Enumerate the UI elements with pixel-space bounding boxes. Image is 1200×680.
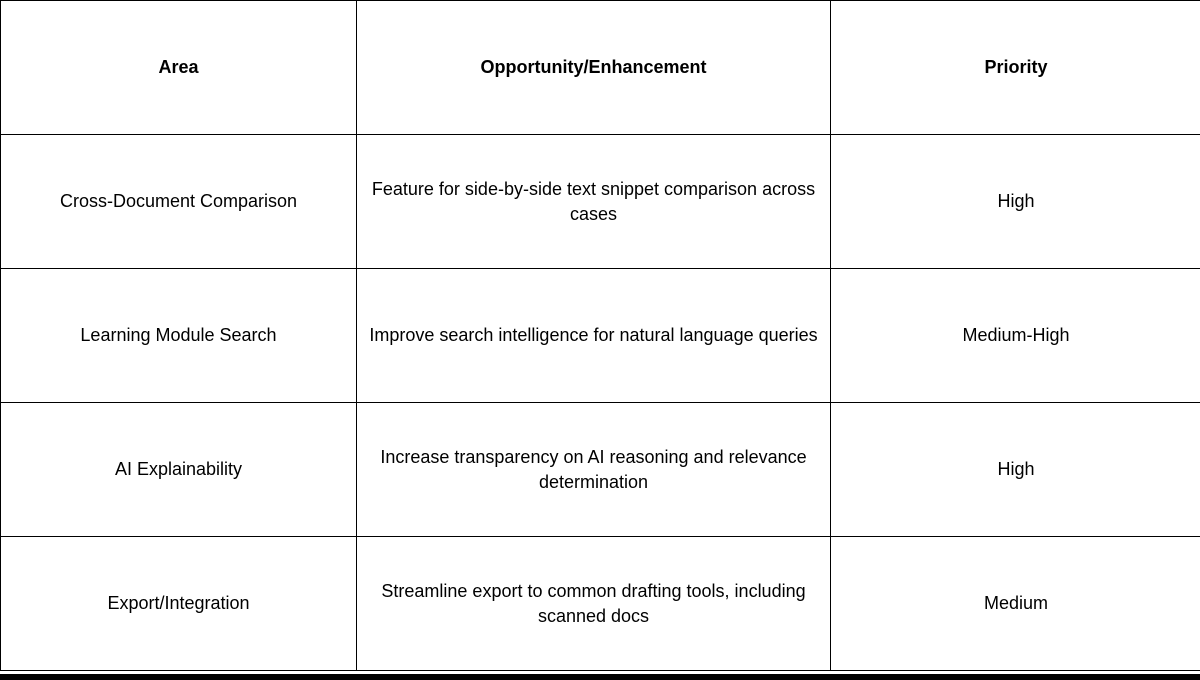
table-header-row — [1, 1, 1200, 135]
priority-cell: Medium — [831, 537, 1200, 671]
column-header-area: Area — [1, 1, 357, 135]
opportunity-cell: Increase transparency on AI reasoning and relevance determination — [357, 403, 831, 537]
table-row — [1, 135, 1200, 269]
area-cell: Cross-Document Comparison — [1, 135, 357, 269]
priority-cell: High — [831, 403, 1200, 537]
priority-cell: High — [831, 135, 1200, 269]
opportunity-cell: Streamline export to common drafting tools, including scanned docs — [357, 537, 831, 671]
column-header-priority: Priority — [831, 1, 1200, 135]
area-cell: AI Explainability — [1, 403, 357, 537]
opportunity-cell: Improve search intelligence for natural language queries — [357, 269, 831, 403]
table-row — [1, 403, 1200, 537]
table-row — [1, 537, 1200, 671]
priority-cell: Medium-High — [831, 269, 1200, 403]
column-header-opportunity: Opportunity/Enhancement — [357, 1, 831, 135]
table-row — [1, 269, 1200, 403]
opportunity-cell: Feature for side-by-side text snippet comparison across cases — [357, 135, 831, 269]
bottom-border-bar — [0, 674, 1200, 680]
area-cell: Learning Module Search — [1, 269, 357, 403]
area-cell: Export/Integration — [1, 537, 357, 671]
